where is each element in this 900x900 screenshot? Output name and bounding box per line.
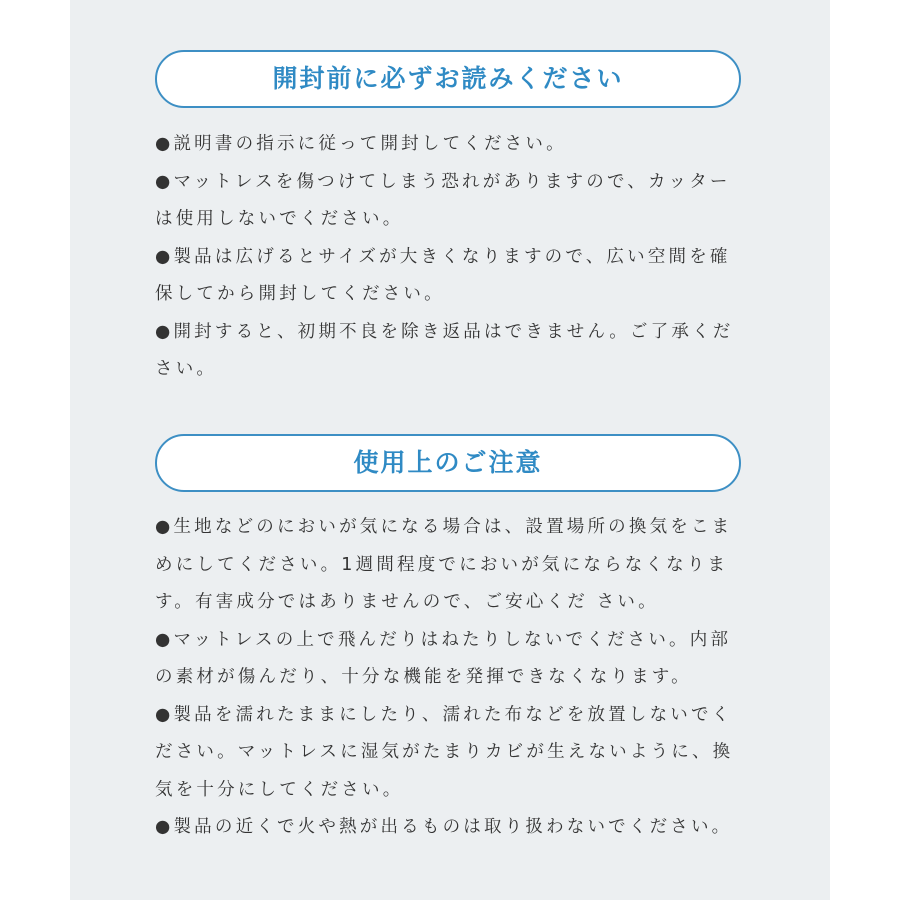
- list-item: ●開封すると、初期不良を除き返品はできません。ご了承ください。: [155, 321, 734, 379]
- list-item: ●製品は広げるとサイズが大きくなりますので、広い空間を確保してから開封してください。: [155, 246, 731, 304]
- list-item: ●製品の近くで火や熱が出るものは取り扱わないでください。: [155, 817, 733, 837]
- list-item: ●マットレスの上で飛んだりはねたりしないでください。内部の素材が傷んだり、十分な機能を発揮できなくなります。: [155, 629, 732, 687]
- usage-precautions-list: [155, 509, 745, 847]
- list-item: ●マットレスを傷つけてしまう恐れがありますので、カッターは使用しないでください。: [155, 171, 731, 229]
- section-title-usage-precautions: 使用上のご注意: [155, 434, 741, 492]
- before-opening-list: [155, 126, 745, 389]
- list-item: ●製品を濡れたままにしたり、濡れた布などを放置しないでください。マットレスに湿気がたまりカビが生えないように、換気を十分にしてください。: [155, 704, 734, 800]
- list-item: ●説明書の指示に従って開封してください。: [155, 134, 567, 154]
- list-item: ●生地などのにおいが気になる場合は、設置場所の換気をこまめにしてください。1週間程度でにおいが気にならなくなります。有害成分ではありませんので、ご安心くだ さい。: [155, 517, 733, 612]
- section-title-before-opening: 開封前に必ずお読みください: [155, 50, 741, 108]
